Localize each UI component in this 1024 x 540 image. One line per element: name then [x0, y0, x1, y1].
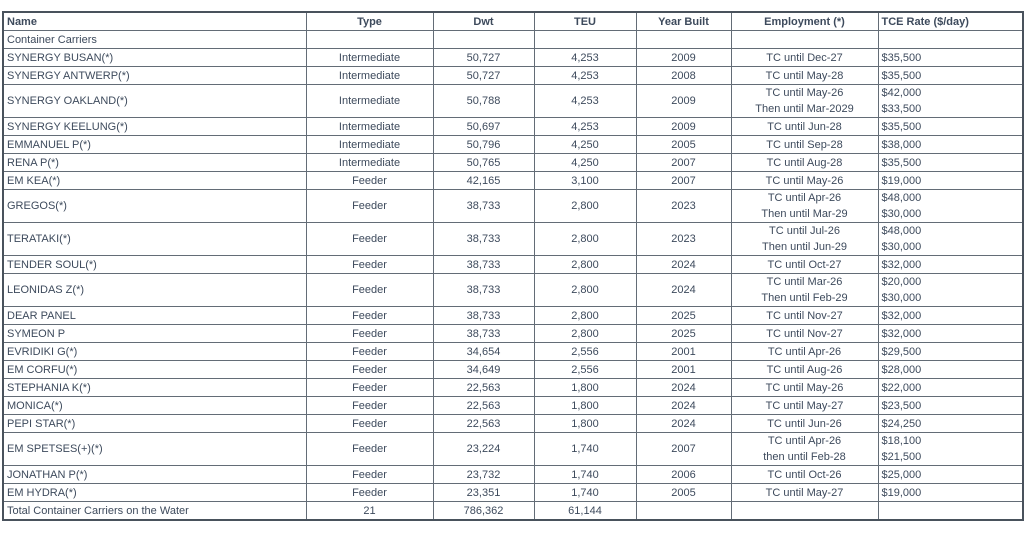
table-row	[3, 274, 1023, 307]
cell-dwt: 38,733	[433, 256, 534, 274]
cell-teu: 2,800	[534, 223, 636, 256]
cell-tce-rate	[878, 256, 1023, 274]
table-row	[3, 307, 1023, 325]
cell-vessel-name: PEPI STAR(*)	[3, 415, 306, 433]
cell-vessel-name: MONICA(*)	[3, 397, 306, 415]
cell-year-built: 2008	[636, 67, 731, 85]
tce-line: $48,000	[881, 225, 922, 237]
cell-tce-rate	[878, 433, 1023, 466]
table-row	[3, 136, 1023, 154]
empty-cell	[731, 31, 878, 49]
cell-teu: 4,253	[534, 67, 636, 85]
cell-dwt: 38,733	[433, 307, 534, 325]
table-row	[3, 325, 1023, 343]
cell-teu: 2,800	[534, 274, 636, 307]
tce-line: $19,000	[881, 174, 922, 187]
table-row	[3, 361, 1023, 379]
cell-type: Feeder	[306, 433, 433, 466]
table-row	[3, 190, 1023, 223]
cell-vessel-name: SYMEON P	[3, 325, 306, 343]
employment-line: TC until Apr-26	[767, 435, 842, 447]
cell-year-built: 2001	[636, 343, 731, 361]
employment-line: Then until Feb-29	[761, 292, 848, 304]
column-header-name: Name	[3, 12, 306, 31]
cell-tce-rate	[878, 343, 1023, 361]
employment-line: TC until May-27	[765, 486, 844, 499]
cell-dwt: 38,733	[433, 223, 534, 256]
cell-tce-rate	[878, 136, 1023, 154]
cell-employment	[731, 256, 878, 274]
column-header-year-built: Year Built	[636, 12, 731, 31]
cell-type: Feeder	[306, 343, 433, 361]
total-dwt: 786,362	[433, 502, 534, 521]
empty-cell	[534, 31, 636, 49]
tce-line: $32,000	[881, 258, 922, 271]
tce-line: $35,500	[881, 156, 922, 169]
cell-teu: 3,100	[534, 172, 636, 190]
tce-line: $32,000	[881, 327, 922, 340]
cell-employment	[731, 49, 878, 67]
cell-year-built: 2023	[636, 223, 731, 256]
column-header-teu: TEU	[534, 12, 636, 31]
cell-type: Feeder	[306, 397, 433, 415]
cell-vessel-name: SYNERGY BUSAN(*)	[3, 49, 306, 67]
cell-teu: 4,253	[534, 85, 636, 118]
cell-type: Intermediate	[306, 154, 433, 172]
cell-type: Feeder	[306, 223, 433, 256]
tce-line: $25,000	[881, 468, 922, 481]
cell-teu: 1,740	[534, 466, 636, 484]
employment-line: TC until Aug-28	[766, 156, 843, 169]
tce-line: $35,500	[881, 120, 922, 133]
empty-cell	[731, 502, 878, 521]
employment-line: TC until Nov-27	[766, 309, 843, 322]
cell-employment	[731, 118, 878, 136]
total-teu: 61,144	[534, 502, 636, 521]
cell-dwt: 23,351	[433, 484, 534, 502]
employment-line: TC until Apr-26	[767, 345, 842, 358]
cell-vessel-name: EM KEA(*)	[3, 172, 306, 190]
cell-type: Feeder	[306, 484, 433, 502]
cell-employment	[731, 466, 878, 484]
employment-line: TC until Mar-26	[766, 276, 843, 288]
empty-cell	[433, 31, 534, 49]
employment-line: TC until Jun-28	[767, 120, 842, 133]
cell-employment	[731, 343, 878, 361]
cell-year-built: 2001	[636, 361, 731, 379]
cell-dwt: 23,224	[433, 433, 534, 466]
cell-teu: 2,800	[534, 190, 636, 223]
tce-line: $38,000	[881, 138, 922, 151]
cell-employment	[731, 397, 878, 415]
cell-tce-rate	[878, 67, 1023, 85]
table-row	[3, 415, 1023, 433]
cell-year-built: 2025	[636, 307, 731, 325]
cell-vessel-name: STEPHANIA K(*)	[3, 379, 306, 397]
table-row	[3, 466, 1023, 484]
empty-cell	[878, 502, 1023, 521]
table-row	[3, 256, 1023, 274]
cell-teu: 1,740	[534, 484, 636, 502]
cell-type: Feeder	[306, 415, 433, 433]
employment-line: Then until Mar-29	[761, 208, 848, 220]
tce-line: $24,250	[881, 417, 922, 430]
employment-line: TC until Oct-26	[767, 468, 842, 481]
tce-line: $30,000	[881, 292, 922, 304]
cell-teu: 2,556	[534, 361, 636, 379]
tce-line: $20,000	[881, 276, 922, 288]
table-row	[3, 85, 1023, 118]
cell-dwt: 22,563	[433, 415, 534, 433]
tce-line: $22,000	[881, 381, 922, 394]
cell-dwt: 50,796	[433, 136, 534, 154]
cell-type: Intermediate	[306, 49, 433, 67]
tce-line: $35,500	[881, 51, 922, 64]
cell-tce-rate	[878, 190, 1023, 223]
employment-line: TC until May-28	[765, 69, 844, 82]
cell-year-built: 2023	[636, 190, 731, 223]
cell-tce-rate	[878, 397, 1023, 415]
employment-line: TC until Sep-28	[766, 138, 843, 151]
column-header-tce-rate: TCE Rate ($/day)	[878, 12, 1023, 31]
employment-line: TC until Apr-26	[767, 192, 842, 204]
cell-year-built: 2024	[636, 256, 731, 274]
cell-tce-rate	[878, 484, 1023, 502]
cell-vessel-name: LEONIDAS Z(*)	[3, 274, 306, 307]
cell-type: Intermediate	[306, 67, 433, 85]
cell-employment	[731, 274, 878, 307]
tce-line: $19,000	[881, 486, 922, 499]
cell-type: Intermediate	[306, 118, 433, 136]
cell-year-built: 2006	[636, 466, 731, 484]
cell-type: Intermediate	[306, 85, 433, 118]
cell-dwt: 34,654	[433, 343, 534, 361]
cell-employment	[731, 415, 878, 433]
tce-line: $28,000	[881, 363, 922, 376]
table-body	[3, 31, 1023, 521]
cell-year-built: 2007	[636, 172, 731, 190]
cell-tce-rate	[878, 85, 1023, 118]
cell-employment	[731, 379, 878, 397]
cell-teu: 1,800	[534, 415, 636, 433]
table-row	[3, 484, 1023, 502]
tce-line: $30,000	[881, 241, 922, 253]
cell-year-built: 2009	[636, 118, 731, 136]
total-type: 21	[306, 502, 433, 521]
cell-vessel-name: EM SPETSES(+)(*)	[3, 433, 306, 466]
cell-type: Feeder	[306, 307, 433, 325]
employment-line: Then until Mar-2029	[755, 103, 854, 115]
section-row	[3, 31, 1023, 49]
cell-teu: 2,800	[534, 256, 636, 274]
cell-tce-rate	[878, 379, 1023, 397]
cell-type: Feeder	[306, 379, 433, 397]
cell-dwt: 22,563	[433, 397, 534, 415]
employment-line: TC until Jul-26	[769, 225, 840, 237]
tce-line: $32,000	[881, 309, 922, 322]
tce-line: $30,000	[881, 208, 922, 220]
employment-line: TC until May-26	[765, 174, 844, 187]
cell-teu: 1,740	[534, 433, 636, 466]
cell-type: Feeder	[306, 325, 433, 343]
tce-line: $23,500	[881, 399, 922, 412]
empty-cell	[306, 31, 433, 49]
cell-tce-rate	[878, 307, 1023, 325]
tce-line: $35,500	[881, 69, 922, 82]
total-row	[3, 502, 1023, 521]
cell-type: Feeder	[306, 172, 433, 190]
employment-line: TC until May-26	[765, 381, 844, 394]
cell-year-built: 2007	[636, 433, 731, 466]
cell-tce-rate	[878, 466, 1023, 484]
column-header-dwt: Dwt	[433, 12, 534, 31]
cell-teu: 1,800	[534, 379, 636, 397]
cell-vessel-name: SYNERGY KEELUNG(*)	[3, 118, 306, 136]
cell-type: Feeder	[306, 256, 433, 274]
cell-teu: 2,556	[534, 343, 636, 361]
header-row	[3, 12, 1023, 31]
cell-teu: 4,253	[534, 49, 636, 67]
employment-line: TC until Aug-26	[766, 363, 843, 376]
employment-line: then until Feb-28	[763, 451, 846, 463]
employment-line: TC until Dec-27	[766, 51, 843, 64]
cell-employment	[731, 433, 878, 466]
cell-year-built: 2005	[636, 484, 731, 502]
cell-employment	[731, 85, 878, 118]
cell-vessel-name: SYNERGY ANTWERP(*)	[3, 67, 306, 85]
cell-type: Intermediate	[306, 136, 433, 154]
empty-cell	[878, 31, 1023, 49]
total-label: Total Container Carriers on the Water	[3, 502, 306, 521]
cell-year-built: 2009	[636, 49, 731, 67]
employment-line: TC until May-26	[765, 87, 844, 99]
empty-cell	[636, 31, 731, 49]
cell-dwt: 38,733	[433, 274, 534, 307]
empty-cell	[636, 502, 731, 521]
cell-dwt: 42,165	[433, 172, 534, 190]
cell-teu: 4,253	[534, 118, 636, 136]
cell-tce-rate	[878, 325, 1023, 343]
cell-vessel-name: TERATAKI(*)	[3, 223, 306, 256]
table-row	[3, 49, 1023, 67]
cell-employment	[731, 484, 878, 502]
cell-teu: 1,800	[534, 397, 636, 415]
cell-year-built: 2024	[636, 274, 731, 307]
cell-vessel-name: RENA P(*)	[3, 154, 306, 172]
cell-type: Feeder	[306, 190, 433, 223]
cell-tce-rate	[878, 154, 1023, 172]
cell-dwt: 50,727	[433, 67, 534, 85]
cell-vessel-name: EM CORFU(*)	[3, 361, 306, 379]
cell-dwt: 23,732	[433, 466, 534, 484]
employment-line: TC until Oct-27	[767, 258, 842, 271]
tce-line: $29,500	[881, 345, 922, 358]
cell-dwt: 38,733	[433, 325, 534, 343]
tce-line: $42,000	[881, 87, 922, 99]
table-row	[3, 397, 1023, 415]
cell-year-built: 2024	[636, 415, 731, 433]
cell-type: Feeder	[306, 466, 433, 484]
cell-year-built: 2024	[636, 379, 731, 397]
employment-line: TC until May-27	[765, 399, 844, 412]
section-label: Container Carriers	[3, 31, 306, 49]
cell-tce-rate	[878, 118, 1023, 136]
cell-tce-rate	[878, 223, 1023, 256]
cell-employment	[731, 67, 878, 85]
employment-line: TC until Nov-27	[766, 327, 843, 340]
cell-year-built: 2009	[636, 85, 731, 118]
employment-line: Then until Jun-29	[762, 241, 847, 253]
cell-dwt: 22,563	[433, 379, 534, 397]
cell-year-built: 2007	[636, 154, 731, 172]
cell-employment	[731, 361, 878, 379]
cell-vessel-name: EMMANUEL P(*)	[3, 136, 306, 154]
cell-teu: 2,800	[534, 307, 636, 325]
cell-vessel-name: EVRIDIKI G(*)	[3, 343, 306, 361]
tce-line: $18,100	[881, 435, 922, 447]
column-header-type: Type	[306, 12, 433, 31]
cell-tce-rate	[878, 415, 1023, 433]
cell-employment	[731, 325, 878, 343]
cell-employment	[731, 172, 878, 190]
table-row	[3, 118, 1023, 136]
cell-employment	[731, 136, 878, 154]
column-header-employment: Employment (*)	[731, 12, 878, 31]
cell-tce-rate	[878, 361, 1023, 379]
table-row	[3, 154, 1023, 172]
cell-type: Feeder	[306, 274, 433, 307]
employment-line: TC until Jun-26	[767, 417, 842, 430]
cell-dwt: 50,765	[433, 154, 534, 172]
cell-teu: 4,250	[534, 136, 636, 154]
table-row	[3, 67, 1023, 85]
cell-year-built: 2005	[636, 136, 731, 154]
tce-line: $33,500	[881, 103, 922, 115]
cell-vessel-name: DEAR PANEL	[3, 307, 306, 325]
cell-dwt: 38,733	[433, 190, 534, 223]
cell-employment	[731, 190, 878, 223]
table-row	[3, 172, 1023, 190]
cell-tce-rate	[878, 172, 1023, 190]
cell-dwt: 50,788	[433, 85, 534, 118]
cell-vessel-name: GREGOS(*)	[3, 190, 306, 223]
cell-employment	[731, 307, 878, 325]
cell-dwt: 34,649	[433, 361, 534, 379]
cell-dwt: 50,727	[433, 49, 534, 67]
cell-vessel-name: EM HYDRA(*)	[3, 484, 306, 502]
cell-vessel-name: JONATHAN P(*)	[3, 466, 306, 484]
cell-teu: 2,800	[534, 325, 636, 343]
table-row	[3, 379, 1023, 397]
cell-tce-rate	[878, 274, 1023, 307]
cell-year-built: 2025	[636, 325, 731, 343]
cell-vessel-name: SYNERGY OAKLAND(*)	[3, 85, 306, 118]
cell-employment	[731, 223, 878, 256]
fleet-table	[2, 11, 1024, 521]
cell-dwt: 50,697	[433, 118, 534, 136]
cell-employment	[731, 154, 878, 172]
cell-year-built: 2024	[636, 397, 731, 415]
cell-tce-rate	[878, 49, 1023, 67]
cell-type: Feeder	[306, 361, 433, 379]
cell-teu: 4,250	[534, 154, 636, 172]
table-row	[3, 343, 1023, 361]
table-row	[3, 433, 1023, 466]
tce-line: $21,500	[881, 451, 922, 463]
tce-line: $48,000	[881, 192, 922, 204]
cell-vessel-name: TENDER SOUL(*)	[3, 256, 306, 274]
table-row	[3, 223, 1023, 256]
